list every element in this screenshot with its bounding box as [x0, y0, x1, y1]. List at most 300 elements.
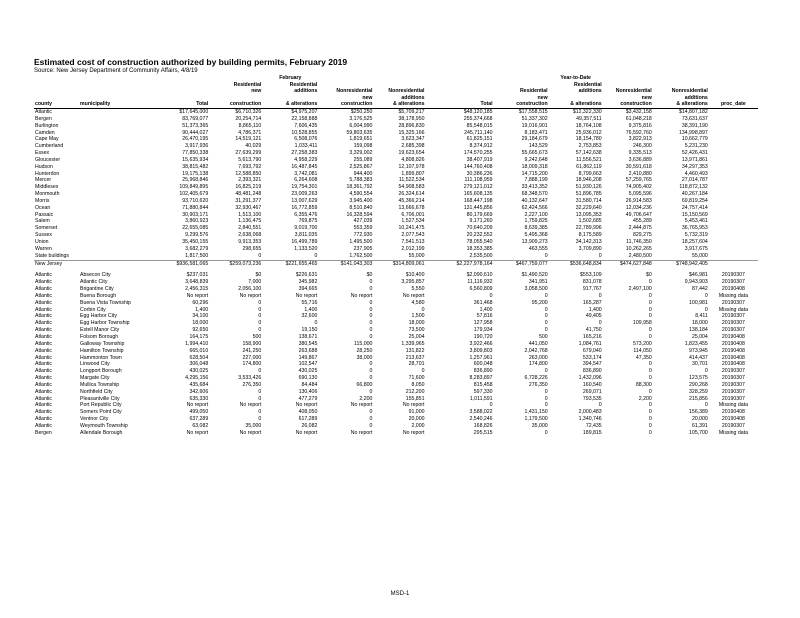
table-cell: 85,548,015: [466, 122, 493, 129]
table-cell: 463,555: [528, 245, 548, 252]
table-cell: 18,154,780: [575, 136, 602, 143]
table-cell: 20190408: [721, 286, 745, 293]
municipality-row: [34, 402, 758, 409]
table-cell: 2,480,500: [628, 252, 652, 259]
county-row: [34, 123, 758, 130]
table-cell: 27,258,383: [291, 150, 318, 157]
table-cell: 100,981: [689, 299, 708, 306]
table-cell: 0: [258, 395, 262, 402]
table-cell: 49,405: [585, 313, 602, 320]
table-cell: 9,019,700: [294, 225, 318, 232]
table-cell: 0: [258, 299, 262, 306]
table-cell: 38,000: [356, 354, 373, 361]
table-cell: $6,710,326: [235, 108, 262, 115]
table-cell: 793,535: [582, 395, 602, 402]
table-cell: 71,880,844: [182, 204, 209, 211]
table-cell: Port Republic City: [80, 402, 122, 409]
table-cell: 0: [544, 320, 548, 327]
table-cell: 9,299,576: [185, 232, 209, 239]
col-header: & alterations: [653, 101, 709, 108]
table-cell: 341,951: [528, 279, 548, 286]
table-cell: 5,495,368: [524, 232, 548, 239]
table-cell: 76,592,760: [625, 129, 652, 136]
table-cell: $536,648,834: [549, 260, 603, 267]
county-row: [34, 225, 758, 232]
table-cell: 57,816: [476, 313, 493, 320]
table-cell: 1,527,534: [401, 218, 425, 225]
table-cell: 6,264,608: [294, 177, 318, 184]
table-cell: Essex: [35, 150, 50, 157]
table-cell: Atlantic: [35, 306, 53, 313]
municipality-rows: [34, 272, 758, 436]
table-cell: Absecon City: [80, 272, 111, 279]
table-cell: 55,000: [408, 252, 425, 259]
table-cell: 28,701: [408, 361, 425, 368]
table-cell: 597,330: [473, 388, 493, 395]
table-cell: 0: [258, 320, 262, 327]
table-cell: [709, 150, 758, 157]
table-cell: 109,958: [632, 320, 652, 327]
table-cell: 2,540,246: [469, 416, 493, 423]
table-cell: Atlantic: [35, 375, 53, 382]
table-cell: 1,762,500: [349, 252, 373, 259]
table-cell: 600,048: [473, 361, 493, 368]
table-cell: Atlantic: [35, 333, 53, 340]
table-cell: 2,753,853: [578, 143, 602, 150]
table-cell: Northfield City: [80, 388, 113, 395]
table-cell: 0: [648, 292, 652, 299]
table-cell: Hamilton Township: [80, 347, 124, 354]
table-cell: 26,324,614: [398, 191, 425, 198]
table-cell: 11,746,350: [626, 239, 652, 245]
table-cell: 26,082: [301, 422, 318, 429]
table-cell: 72,435: [585, 422, 602, 429]
municipality-row: [34, 423, 758, 430]
table-cell: Ventnor City: [80, 416, 109, 423]
table-cell: No report: [350, 429, 373, 436]
table-cell: Folsom Borough: [80, 333, 119, 340]
table-cell: Atlantic: [35, 292, 53, 299]
table-cell: 772,930: [353, 232, 373, 239]
table-cell: 40,267,184: [681, 191, 708, 198]
table-cell: Atlantic: [35, 381, 53, 388]
table-cell: 10,262,265: [625, 245, 652, 252]
table-cell: 0: [544, 327, 548, 334]
table-cell: 2,497,100: [628, 286, 652, 293]
col-header: additions: [684, 94, 708, 101]
table-cell: [709, 171, 758, 178]
table-cell: Weymouth Township: [80, 422, 128, 429]
table-cell: 20,000: [408, 416, 425, 423]
table-cell: 2,227,100: [524, 211, 548, 218]
table-cell: 0: [369, 333, 373, 340]
table-cell: 0: [648, 333, 652, 340]
table-cell: 4,808,826: [401, 156, 425, 163]
table-cell: 12,107,978: [398, 163, 425, 170]
table-cell: 134,998,897: [678, 129, 708, 136]
table-cell: $0: [366, 272, 373, 279]
table-cell: 0: [258, 306, 262, 313]
table-cell: 0: [544, 429, 548, 436]
col-header: construction: [209, 101, 262, 108]
table-cell: 533,174: [582, 354, 602, 361]
table-cell: 2,685,398: [401, 143, 425, 150]
table-cell: 20190307: [721, 313, 745, 320]
table-cell: New Jersey: [34, 260, 79, 267]
table-cell: 18,000: [192, 320, 209, 327]
table-cell: 91,000: [408, 409, 425, 416]
table-cell: 0: [258, 252, 262, 259]
table-cell: 9,913,353: [238, 239, 262, 245]
table-cell: 22,158,888: [291, 115, 318, 122]
table-cell: 298,655: [242, 245, 262, 252]
table-cell: 0: [598, 320, 602, 327]
table-cell: Hudson: [35, 163, 53, 170]
table-cell: 190,720: [473, 333, 493, 340]
table-cell: No report: [402, 402, 425, 409]
table-cell: 144,760,408: [463, 163, 493, 170]
table-cell: 19,754,301: [291, 184, 318, 191]
table-cell: 36,765,953: [681, 225, 708, 232]
table-cell: 3,945,400: [349, 197, 373, 204]
table-cell: [79, 157, 151, 164]
table-cell: 2,638,068: [238, 232, 262, 239]
municipality-row: [34, 375, 758, 382]
table-cell: 60,296: [192, 299, 209, 306]
table-cell: $2,227,978,164: [425, 260, 493, 267]
table-cell: 2,000: [411, 422, 425, 429]
table-cell: No report: [239, 402, 262, 409]
table-cell: Hunterdon: [35, 170, 60, 177]
table-cell: 245,711,140: [464, 129, 493, 136]
table-cell: 831,078: [582, 279, 602, 286]
table-cell: Warren: [35, 245, 52, 252]
table-cell: $46,981: [689, 272, 708, 279]
table-cell: $17,645,000: [179, 108, 209, 115]
col-header: Nonresidential: [615, 88, 652, 95]
table-cell: 25,968,846: [182, 177, 209, 184]
table-cell: 8,374,912: [469, 143, 493, 150]
table-cell: [79, 130, 151, 137]
table-cell: 3,742,081: [294, 170, 318, 177]
table-cell: Monmouth: [35, 191, 60, 198]
table-cell: 69,819,254: [681, 197, 708, 204]
table-cell: 0: [648, 327, 652, 334]
table-cell: 18,764,108: [575, 122, 602, 129]
table-cell: 20190307: [721, 388, 745, 395]
table-cell: 0: [704, 306, 708, 313]
municipality-row: [34, 279, 758, 286]
table-cell: 2,393,321: [238, 177, 262, 184]
table-cell: 61,825,151: [466, 136, 493, 143]
table-cell: 16,487,845: [291, 163, 318, 170]
page-footer: MSD-1: [390, 591, 410, 597]
table-cell: [709, 225, 758, 232]
col-header: Nonresidential: [671, 88, 708, 95]
table-cell: 49,706,647: [625, 211, 652, 218]
table-cell: 155,851: [405, 395, 425, 402]
table-cell: 263,688: [298, 347, 318, 354]
table-cell: 3,295,857: [401, 279, 425, 286]
table-cell: Atlantic: [35, 327, 53, 334]
table-cell: 20190408: [721, 409, 745, 416]
table-cell: 0: [544, 313, 548, 320]
col-header: new: [251, 88, 262, 95]
table-cell: 5,788,383: [349, 177, 373, 184]
table-cell: 10,528,855: [291, 129, 318, 136]
table-cell: Hammonton Town: [80, 354, 122, 361]
table-cell: 0: [544, 388, 548, 395]
table-cell: 1,819,651: [349, 136, 373, 143]
table-cell: 3,922,466: [469, 340, 493, 347]
table-cell: 227,000: [242, 354, 262, 361]
table-cell: 8,050: [411, 381, 425, 388]
table-cell: Somers Point City: [80, 409, 122, 416]
table-cell: 3,811,035: [294, 232, 318, 239]
table-cell: 1,136,475: [238, 218, 262, 225]
table-cell: $467,759,077: [494, 260, 549, 267]
county-rows: [34, 108, 758, 267]
table-cell: 829,275: [632, 232, 652, 239]
table-cell: 18,353,385: [466, 245, 493, 252]
table-cell: 41,750: [585, 327, 602, 334]
table-cell: 102,547: [298, 361, 318, 368]
table-cell: 14,519,121: [235, 136, 262, 143]
table-cell: No report: [186, 429, 209, 436]
table-cell: 0: [544, 395, 548, 402]
table-cell: Missing data: [718, 429, 748, 436]
municipality-row: [34, 348, 758, 355]
table-cell: [709, 116, 758, 123]
table-cell: 0: [648, 299, 652, 306]
table-cell: 1,500: [411, 313, 425, 320]
table-cell: [709, 260, 758, 267]
table-cell: Somerset: [35, 225, 58, 232]
table-cell: 11,522,534: [398, 177, 425, 184]
table-cell: 500: [538, 333, 548, 340]
table-cell: $474,627,848: [603, 260, 653, 267]
table-cell: 0: [598, 402, 602, 409]
table-cell: 34,100: [192, 313, 209, 320]
table-cell: [709, 108, 758, 115]
table-cell: 114,050: [633, 347, 652, 354]
table-cell: 499,050: [189, 409, 209, 416]
col-header: construction: [318, 101, 373, 108]
table-cell: 168,826: [473, 422, 493, 429]
table-cell: 0: [544, 306, 548, 313]
table-cell: 115,000: [354, 340, 373, 347]
table-cell: 9,375,816: [628, 122, 652, 129]
table-cell: 269,071: [582, 388, 602, 395]
table-cell: 2,012,199: [401, 245, 425, 252]
table-cell: 49,357,511: [576, 115, 602, 122]
table-cell: 0: [598, 252, 602, 259]
table-cell: 30,591,618: [625, 163, 652, 170]
table-cell: 20,000: [691, 416, 708, 423]
table-cell: 690,130: [298, 375, 318, 382]
table-cell: 0: [369, 327, 373, 334]
table-cell: 92,650: [192, 327, 209, 334]
table-cell: 123,575: [689, 375, 708, 382]
table-cell: 84,484: [301, 381, 318, 388]
table-cell: 19,623,654: [398, 150, 425, 157]
table-cell: 34,142,313: [575, 239, 602, 245]
county-row: [34, 157, 758, 164]
table-cell: 47,350: [635, 354, 652, 361]
table-cell: Galloway Township: [80, 340, 125, 347]
table-cell: 4,460,493: [684, 170, 708, 177]
county-row: [34, 164, 758, 171]
table-cell: 55,665,673: [521, 150, 548, 157]
table-cell: 179,934: [473, 327, 493, 334]
table-cell: 25,004: [691, 333, 708, 340]
table-cell: 917,767: [582, 286, 602, 293]
table-cell: 87,442: [691, 286, 708, 293]
table-cell: 8,865,110: [238, 122, 262, 129]
table-cell: 361,468: [473, 299, 493, 306]
table-cell: 34,297,353: [681, 163, 708, 170]
municipality-row: [34, 334, 758, 341]
table-cell: 815,458: [473, 381, 493, 388]
table-cell: 164,175: [189, 333, 209, 340]
table-cell: 1,084,761: [578, 340, 602, 347]
table-cell: 1,994,410: [185, 340, 209, 347]
table-cell: 276,350: [242, 381, 262, 388]
table-cell: No report: [402, 292, 425, 299]
table-cell: 1,339,965: [401, 340, 425, 347]
table-cell: 430,025: [298, 368, 318, 375]
table-cell: [709, 198, 758, 205]
col-header-municipality: municipality: [79, 101, 151, 108]
county-row: [34, 150, 758, 157]
table-cell: [79, 171, 151, 178]
table-cell: Cape May: [35, 136, 59, 143]
table-cell: [709, 253, 758, 260]
table-cell: 5,613,790: [238, 156, 262, 163]
municipality-row: [34, 355, 758, 362]
table-cell: 2,200: [359, 395, 373, 402]
source-note: Source: New Jersey Department of Community Affairs, 4/8/19: [34, 68, 198, 74]
table-cell: 0: [369, 306, 373, 313]
table-cell: 138,184: [689, 327, 708, 334]
table-cell: 38,391,190: [681, 122, 708, 129]
table-cell: 408,050: [298, 409, 318, 416]
table-cell: 3,176,525: [349, 115, 373, 122]
table-cell: Atlantic: [35, 320, 53, 327]
table-cell: 51,337,302: [521, 115, 548, 122]
table-cell: 0: [648, 375, 652, 382]
table-cell: Longport Borough: [80, 368, 122, 375]
table-cell: 6,004,990: [349, 122, 373, 129]
table-cell: 149,867: [298, 354, 318, 361]
table-cell: 4,958,229: [294, 156, 318, 163]
table-cell: No report: [295, 292, 318, 299]
table-cell: 455,289: [632, 218, 652, 225]
table-cell: Buena Borough: [80, 292, 117, 299]
table-cell: 3,623,347: [401, 136, 425, 143]
table-cell: 1,340,746: [578, 416, 602, 423]
table-cell: 4,786,371: [238, 129, 262, 136]
table-cell: [709, 232, 758, 239]
table-cell: 20190408: [721, 361, 745, 368]
table-cell: 27,014,787: [681, 177, 708, 184]
table-cell: 31,291,377: [235, 197, 262, 204]
col-header: Residential: [233, 81, 262, 88]
municipality-row: [34, 416, 758, 423]
table-cell: 0: [369, 286, 373, 293]
table-cell: 131,822: [405, 347, 425, 354]
county-row: [34, 212, 758, 219]
table-cell: 0: [489, 402, 493, 409]
table-cell: 3,709,890: [578, 245, 602, 252]
table-cell: 4,590,554: [349, 191, 373, 198]
table-cell: 0: [369, 320, 373, 327]
table-cell: Sussex: [35, 232, 53, 239]
municipality-row: [34, 361, 758, 368]
table-cell: 0: [648, 429, 652, 436]
table-cell: Estell Manor City: [80, 327, 120, 334]
table-cell: 328,259: [689, 388, 708, 395]
table-cell: $14,807,182: [678, 108, 708, 115]
table-cell: 0: [648, 368, 652, 375]
table-cell: [709, 191, 758, 198]
county-row: [34, 218, 758, 225]
table-cell: 174,800: [528, 361, 548, 368]
col-header: Residential: [519, 88, 548, 95]
table-cell: 32,600: [301, 313, 318, 320]
table-cell: 20190408: [721, 333, 745, 340]
table-cell: 80,179,669: [466, 211, 493, 218]
table-cell: 0: [648, 361, 652, 368]
table-cell: [709, 184, 758, 191]
table-cell: 57,142,638: [575, 150, 602, 157]
table-cell: 16,328,594: [346, 211, 373, 218]
table-cell: 30,386,236: [466, 170, 493, 177]
table-cell: 8,175,589: [578, 232, 602, 239]
table-cell: 0: [421, 368, 425, 375]
table-cell: 165,216: [582, 333, 602, 340]
table-cell: 20190408: [721, 354, 745, 361]
county-row: [34, 108, 758, 115]
table-cell: 0: [648, 313, 652, 320]
table-cell: 0: [648, 402, 652, 409]
table-cell: 0: [369, 313, 373, 320]
table-cell: No report: [350, 402, 373, 409]
table-cell: Corbin City: [80, 306, 106, 313]
table-cell: $17,558,515: [518, 108, 548, 115]
col-header: new: [641, 94, 652, 101]
table-cell: [79, 164, 151, 171]
table-cell: 73,631,637: [681, 115, 708, 122]
table-cell: 13,909,273: [521, 239, 548, 245]
table-cell: Buena Vista Township: [80, 299, 131, 306]
table-cell: 38,407,919: [466, 156, 493, 163]
table-cell: 1,400: [479, 306, 493, 313]
table-cell: 1,133,520: [294, 245, 318, 252]
col-header: Nonresidential: [388, 88, 425, 95]
table-cell: 83,769,077: [182, 115, 209, 122]
table-cell: 1,513,100: [238, 211, 262, 218]
table-cell: $237,031: [186, 272, 209, 279]
table-cell: 0: [489, 292, 493, 299]
municipality-row: [34, 293, 758, 300]
table-cell: 477,279: [298, 395, 318, 402]
county-row: [34, 260, 758, 267]
table-cell: 30,701: [691, 361, 708, 368]
table-cell: 38,815,482: [182, 163, 209, 170]
table-cell: 13,666,678: [398, 204, 425, 211]
table-cell: 95,200: [531, 299, 548, 306]
